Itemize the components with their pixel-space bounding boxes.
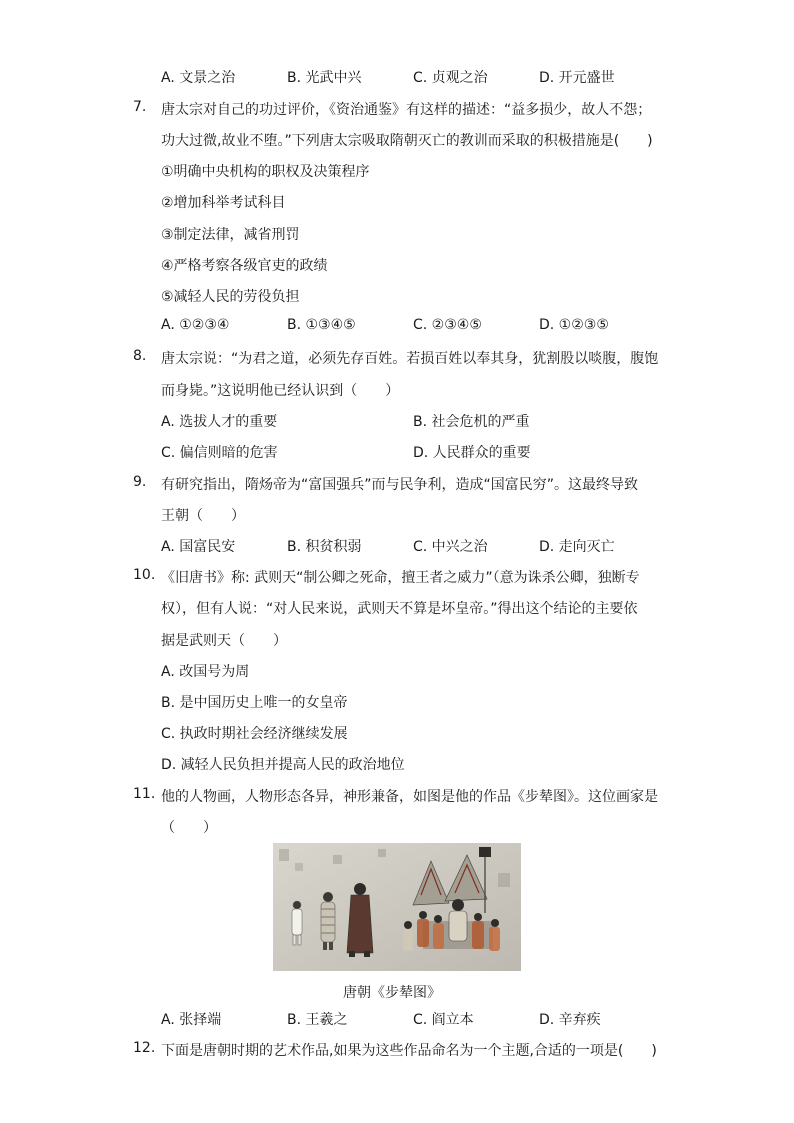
q11-option-d: D. 辛弃疾 bbox=[539, 1012, 601, 1028]
q8-option-b: B. 社会危机的严重 bbox=[413, 414, 530, 430]
q9-stem-line2: 王朝（ ） bbox=[161, 508, 245, 524]
q6-option-a: A. 文景之治 bbox=[161, 70, 236, 86]
q11-stem-line1: 他的人物画，人物形态各异，神形兼备，如图是他的作品《步辇图》。这位画家是 bbox=[161, 789, 658, 805]
q10-option-d: D. 减轻人民负担并提高人民的政治地位 bbox=[161, 757, 405, 773]
q7-item-5: ⑤减轻人民的劳役负担 bbox=[161, 289, 300, 305]
q12-stem-line1: 下面是唐朝时期的艺术作品,如果为这些作品命名为一个主题,合适的一项是( ) bbox=[161, 1043, 657, 1059]
q7-option-c: C. ②③④⑤ bbox=[413, 317, 482, 333]
q9-option-a: A. 国富民安 bbox=[161, 539, 236, 555]
q11-stem-line2: （ ） bbox=[161, 820, 217, 836]
q8-option-c: C. 偏信则暗的危害 bbox=[161, 445, 278, 461]
q7-stem-line1: 唐太宗对自己的功过评价，《资治通鉴》有这样的描述：“益多损少，故人不怨； bbox=[161, 102, 652, 118]
q7-option-b: B. ①③④⑤ bbox=[287, 317, 356, 333]
q11-option-a: A. 张择端 bbox=[161, 1012, 222, 1028]
q10-stem-line3: 据是武则天（ ） bbox=[161, 633, 287, 649]
q11-number: 11. bbox=[133, 786, 156, 802]
q7-item-2: ②增加科举考试科目 bbox=[161, 195, 286, 211]
bunian-tu-painting bbox=[273, 843, 521, 971]
q7-stem-line2: 功大过微,故业不堕。”下列唐太宗吸取隋朝灭亡的教训而采取的积极措施是( ) bbox=[161, 133, 653, 149]
q7-item-3: ③制定法律，减省刑罚 bbox=[161, 227, 300, 243]
q9-option-b: B. 积贫积弱 bbox=[287, 539, 362, 555]
q10-stem-line1: 《旧唐书》称: 武则天“制公卿之死命，擅王者之威力”（意为诛杀公卿，独断专 bbox=[161, 570, 640, 586]
q10-option-c: C. 执政时期社会经济继续发展 bbox=[161, 726, 348, 742]
q10-option-b: B. 是中国历史上唯一的女皇帝 bbox=[161, 695, 348, 711]
q8-number: 8. bbox=[133, 348, 147, 364]
q11-option-b: B. 王羲之 bbox=[287, 1012, 348, 1028]
q7-option-d: D. ①②③⑤ bbox=[539, 317, 609, 333]
q8-stem-line1: 唐太宗说：“为君之道，必须先存百姓。若损百姓以奉其身，犹割股以啖腹，腹饱 bbox=[161, 351, 659, 367]
q9-number: 9. bbox=[133, 474, 147, 490]
q9-option-d: D. 走向灭亡 bbox=[539, 539, 615, 555]
q6-option-c: C. 贞观之治 bbox=[413, 70, 488, 86]
q6-option-d: D. 开元盛世 bbox=[539, 70, 615, 86]
q7-item-4: ④严格考察各级官吏的政绩 bbox=[161, 258, 328, 274]
q9-stem-line1: 有研究指出，隋炀帝为“富国强兵”而与民争利，造成“国富民穷”。这最终导致 bbox=[161, 477, 639, 493]
q12-number: 12. bbox=[133, 1040, 156, 1056]
q7-option-a: A. ①②③④ bbox=[161, 317, 230, 333]
q7-item-1: ①明确中央机构的职权及决策程序 bbox=[161, 164, 370, 180]
figure-caption: 唐朝《步辇图》 bbox=[343, 985, 441, 1001]
q6-option-b: B. 光武中兴 bbox=[287, 70, 362, 86]
q8-option-d: D. 人民群众的重要 bbox=[413, 445, 531, 461]
q8-option-a: A. 选拔人才的重要 bbox=[161, 414, 278, 430]
q10-number: 10. bbox=[133, 567, 156, 583]
q10-stem-line2: 权），但有人说：“对人民来说，武则天不算是坏皇帝。”得出这个结论的主要依 bbox=[161, 601, 638, 617]
q9-option-c: C. 中兴之治 bbox=[413, 539, 488, 555]
q11-option-c: C. 阎立本 bbox=[413, 1012, 474, 1028]
q8-stem-line2: 而身毙。”这说明他已经认识到（ ） bbox=[161, 383, 400, 399]
q10-option-a: A. 改国号为周 bbox=[161, 664, 250, 680]
q7-number: 7. bbox=[133, 99, 147, 115]
